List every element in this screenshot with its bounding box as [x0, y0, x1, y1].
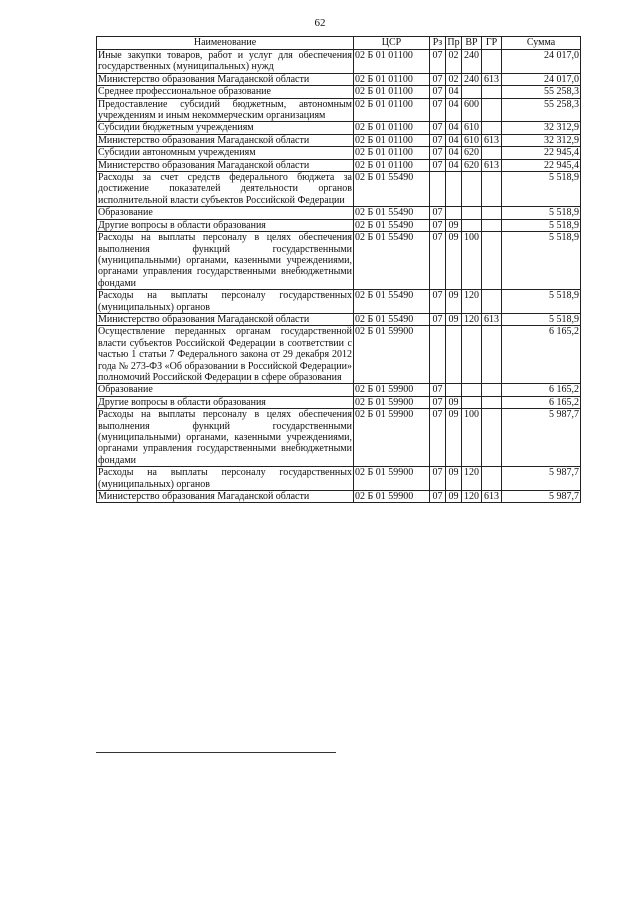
table-row [97, 384, 581, 396]
cell-vr: 120 [462, 467, 482, 491]
table-row [97, 409, 581, 467]
cell-sum: 24 017,0 [502, 73, 581, 85]
cell-vr [462, 384, 482, 396]
cell-pr [446, 326, 462, 384]
cell-pr [446, 172, 462, 207]
cell-name: Министерство образования Магаданской области [97, 159, 354, 171]
cell-gr [482, 50, 502, 74]
cell-rz: 07 [430, 219, 446, 231]
cell-vr [462, 326, 482, 384]
cell-gr: 613 [482, 159, 502, 171]
cell-name: Расходы на выплаты персоналу государственных (муниципальных) органов [98, 467, 352, 490]
cell-sum: 24 017,0 [502, 50, 581, 74]
cell-vr: 240 [462, 73, 482, 85]
cell-vr: 100 [462, 232, 482, 290]
cell-gr [482, 219, 502, 231]
cell-rz [430, 172, 446, 207]
cell-rz: 07 [430, 122, 446, 134]
cell-gr [482, 409, 502, 467]
cell-vr [462, 219, 482, 231]
cell-csr: 02 Б 01 01100 [354, 73, 430, 85]
cell-rz: 07 [430, 159, 446, 171]
table-row [97, 73, 581, 85]
cell-name: Расходы на выплаты персоналу государственных (муниципальных) органов [98, 290, 352, 313]
cell-csr: 02 Б 01 01100 [354, 86, 430, 98]
cell-vr [462, 207, 482, 219]
cell-rz: 07 [430, 98, 446, 122]
cell-gr [482, 326, 502, 384]
cell-pr: 09 [446, 290, 462, 314]
cell-pr: 09 [446, 313, 462, 325]
cell-pr [446, 384, 462, 396]
cell-vr: 610 [462, 122, 482, 134]
cell-vr: 610 [462, 134, 482, 146]
cell-rz: 07 [430, 207, 446, 219]
cell-csr: 02 Б 01 01100 [354, 122, 430, 134]
table-header-row [97, 37, 581, 50]
cell-name: Предоставление субсидий бюджетным, автономным учреждениям и иным некоммерческим организациям [98, 98, 352, 122]
cell-gr [482, 172, 502, 207]
cell-name: Образование [97, 384, 354, 396]
cell-gr: 613 [482, 491, 502, 503]
table-row [97, 134, 581, 146]
cell-pr: 04 [446, 98, 462, 122]
cell-rz: 07 [430, 491, 446, 503]
cell-sum: 5 987,7 [502, 491, 581, 503]
table-row [97, 467, 581, 491]
cell-gr [482, 207, 502, 219]
cell-gr [482, 147, 502, 159]
cell-vr: 620 [462, 147, 482, 159]
table-row [97, 159, 581, 171]
cell-sum: 6 165,2 [502, 326, 581, 384]
table-row [97, 491, 581, 503]
cell-name: Расходы за счет средств федерального бюджета за достижение показателей деятельности органов исполнительной власти субъектов Российской Федерации [98, 172, 352, 206]
cell-pr: 09 [446, 232, 462, 290]
cell-gr: 613 [482, 134, 502, 146]
cell-name: Другие вопросы в области образования [97, 219, 354, 231]
cell-name: Субсидии автономным учреждениям [97, 147, 354, 159]
table-row [97, 147, 581, 159]
cell-csr: 02 Б 01 55490 [354, 290, 430, 314]
cell-csr: 02 Б 01 55490 [354, 172, 430, 207]
cell-csr: 02 Б 01 59900 [354, 409, 430, 467]
cell-csr: 02 Б 01 01100 [354, 134, 430, 146]
cell-name: Образование [97, 207, 354, 219]
header-vr: ВР [462, 37, 482, 50]
cell-vr: 240 [462, 50, 482, 74]
cell-vr: 600 [462, 98, 482, 122]
cell-pr: 02 [446, 73, 462, 85]
cell-vr: 620 [462, 159, 482, 171]
cell-sum: 5 987,7 [502, 467, 581, 491]
cell-pr: 02 [446, 50, 462, 74]
cell-csr: 02 Б 01 55490 [354, 313, 430, 325]
cell-pr: 09 [446, 409, 462, 467]
header-csr: ЦСР [354, 37, 430, 50]
cell-csr: 02 Б 01 55490 [354, 207, 430, 219]
cell-csr: 02 Б 01 01100 [354, 147, 430, 159]
cell-name: Министерство образования Магаданской области [97, 491, 354, 503]
table-row [97, 313, 581, 325]
cell-pr: 09 [446, 491, 462, 503]
cell-rz: 07 [430, 396, 446, 408]
cell-csr: 02 Б 01 01100 [354, 159, 430, 171]
cell-name: Министерство образования Магаданской области [97, 134, 354, 146]
cell-pr: 09 [446, 396, 462, 408]
cell-vr [462, 86, 482, 98]
cell-name: Другие вопросы в области образования [97, 396, 354, 408]
header-pr: Пр [447, 37, 460, 48]
cell-name: Расходы на выплаты персоналу в целях обеспечения выполнения функций государственными (муниципальными) органами, казенными учреждениями, органами управления государственными внебюджетными фондами [98, 409, 352, 466]
page-number: 62 [314, 17, 326, 29]
table-row [97, 122, 581, 134]
cell-name: Министерство образования Магаданской области [97, 73, 354, 85]
cell-csr: 02 Б 01 55490 [354, 219, 430, 231]
cell-csr: 02 Б 01 59900 [354, 384, 430, 396]
cell-csr: 02 Б 01 59900 [354, 491, 430, 503]
cell-rz: 07 [430, 134, 446, 146]
cell-pr: 04 [446, 159, 462, 171]
table-row [97, 50, 581, 74]
cell-sum: 5 518,9 [502, 207, 581, 219]
cell-vr [462, 396, 482, 408]
cell-pr [446, 207, 462, 219]
cell-csr: 02 Б 01 01100 [354, 50, 430, 74]
table-row [97, 396, 581, 408]
cell-rz: 07 [430, 290, 446, 314]
header-name: Наименование [97, 37, 354, 50]
cell-sum: 6 165,2 [502, 384, 581, 396]
cell-sum: 22 945,4 [502, 159, 581, 171]
cell-rz: 07 [430, 73, 446, 85]
cell-name: Иные закупки товаров, работ и услуг для обеспечения государственных (муниципальных) нужд [98, 50, 352, 73]
cell-pr: 04 [446, 122, 462, 134]
budget-table [96, 36, 581, 503]
cell-sum: 5 518,9 [502, 313, 581, 325]
cell-vr: 120 [462, 290, 482, 314]
cell-vr [462, 172, 482, 207]
cell-sum: 32 312,9 [502, 122, 581, 134]
cell-gr [482, 232, 502, 290]
cell-gr [482, 467, 502, 491]
cell-pr: 04 [446, 134, 462, 146]
header-gr: ГР [482, 37, 502, 50]
cell-gr [482, 396, 502, 408]
cell-sum: 6 165,2 [502, 396, 581, 408]
cell-pr: 09 [446, 219, 462, 231]
cell-sum: 32 312,9 [502, 134, 581, 146]
cell-name: Осуществление переданных органам государственной власти субъектов Российской Федерации в соответствии с частью 1 статьи 7 Федерального закона от 29 декабря 2012 года № 273-ФЗ «Об образовании в Российской Федерации» полномочий Российской Федерации в сфере образования [98, 326, 352, 383]
cell-sum: 55 258,3 [502, 98, 581, 122]
cell-rz: 07 [430, 147, 446, 159]
cell-rz: 07 [430, 467, 446, 491]
table-body [97, 50, 581, 503]
cell-csr: 02 Б 01 59900 [354, 396, 430, 408]
table-row [97, 326, 581, 384]
table-row [97, 219, 581, 231]
cell-gr [482, 122, 502, 134]
cell-gr: 613 [482, 313, 502, 325]
cell-rz: 07 [430, 232, 446, 290]
cell-sum: 5 518,9 [502, 172, 581, 207]
cell-csr: 02 Б 01 55490 [354, 232, 430, 290]
cell-gr: 613 [482, 73, 502, 85]
cell-csr: 02 Б 01 59900 [354, 467, 430, 491]
cell-vr: 120 [462, 313, 482, 325]
table-row [97, 290, 581, 314]
cell-vr: 120 [462, 491, 482, 503]
cell-pr: 04 [446, 147, 462, 159]
cell-gr [482, 384, 502, 396]
table-row [97, 98, 581, 122]
cell-rz: 07 [430, 409, 446, 467]
table-row [97, 172, 581, 207]
table-row [97, 207, 581, 219]
cell-rz: 07 [430, 384, 446, 396]
cell-csr: 02 Б 01 59900 [354, 326, 430, 384]
header-sum: Сумма [502, 37, 581, 50]
cell-rz: 07 [430, 50, 446, 74]
cell-pr: 04 [446, 86, 462, 98]
cell-sum: 5 518,9 [502, 290, 581, 314]
cell-sum: 5 987,7 [502, 409, 581, 467]
cell-name: Среднее профессиональное образование [97, 86, 354, 98]
header-rz: Рз [430, 37, 446, 50]
cell-gr [482, 290, 502, 314]
cell-sum: 5 518,9 [502, 219, 581, 231]
cell-sum: 55 258,3 [502, 86, 581, 98]
cell-gr [482, 98, 502, 122]
cell-name: Расходы на выплаты персоналу в целях обеспечения выполнения функций государственными (муниципальными) органами, казенными учреждениями, органами управления государственными внебюджетными фондами [98, 232, 352, 289]
cell-vr: 100 [462, 409, 482, 467]
cell-pr: 09 [446, 467, 462, 491]
cell-rz: 07 [430, 86, 446, 98]
cell-csr: 02 Б 01 01100 [354, 98, 430, 122]
cell-name: Субсидии бюджетным учреждениям [97, 122, 354, 134]
cell-gr [482, 86, 502, 98]
table-row [97, 232, 581, 290]
cell-name: Министерство образования Магаданской области [97, 313, 354, 325]
cell-sum: 22 945,4 [502, 147, 581, 159]
footnote-divider [96, 752, 336, 753]
cell-rz [430, 326, 446, 384]
cell-rz: 07 [430, 313, 446, 325]
cell-sum: 5 518,9 [502, 232, 581, 290]
table-row [97, 86, 581, 98]
